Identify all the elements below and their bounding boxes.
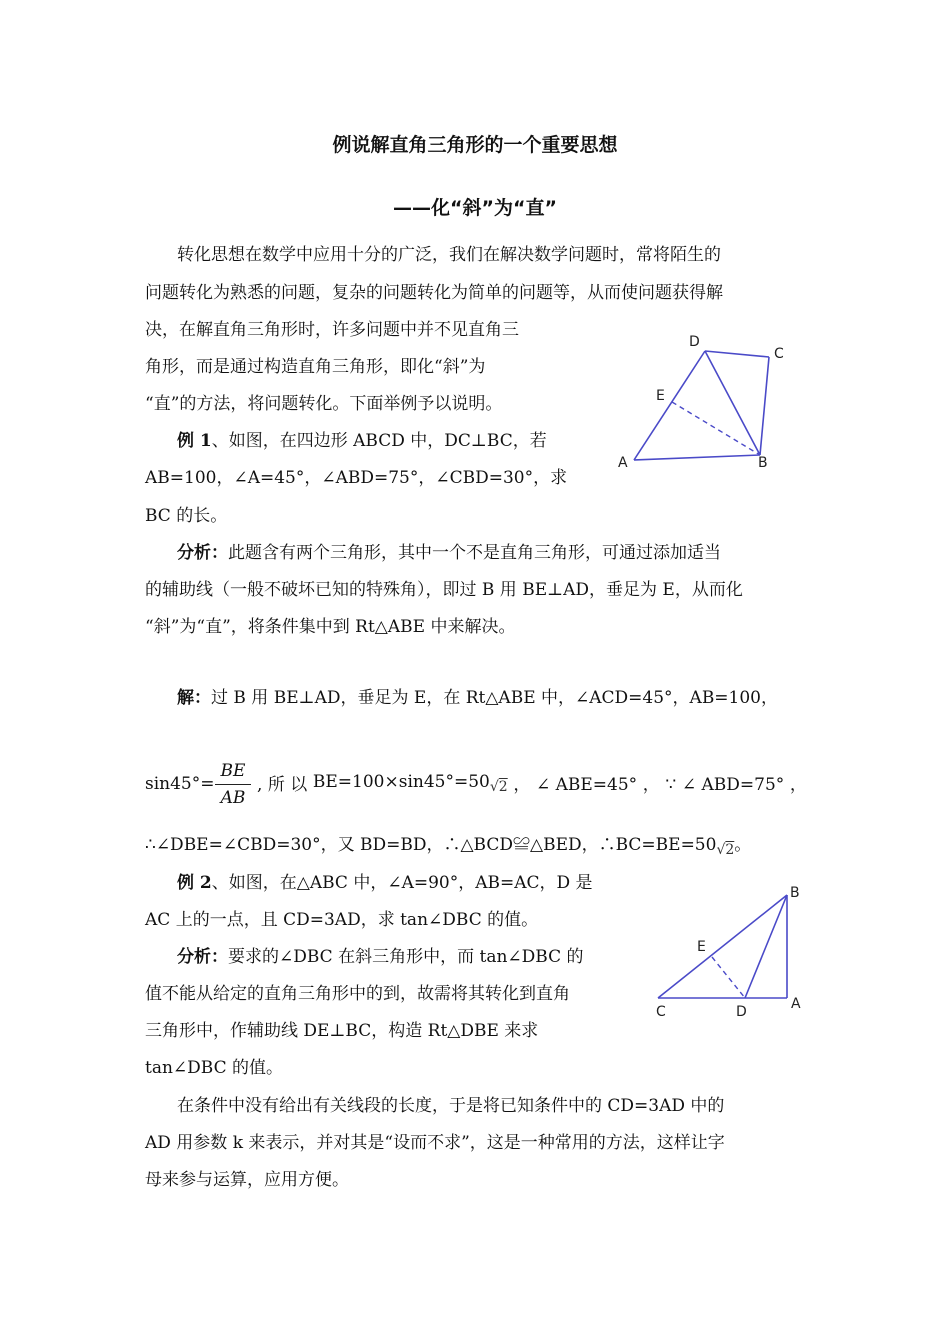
- example-2-analysis-line-3: 三角形中，作辅助线 DE⊥BC，构造 Rt△DBE 来求: [145, 1021, 539, 1041]
- segment-cb: [760, 357, 769, 455]
- segment-dc: [705, 351, 769, 357]
- segment-bd: [745, 895, 787, 998]
- analysis-label-2: 分析：: [177, 947, 228, 967]
- example-2-analysis-line-4: tan∠DBC 的值。: [145, 1058, 284, 1078]
- label-e2: E: [697, 939, 706, 955]
- intro-line-4: 角形，而是通过构造直角三角形，即化“斜”为: [145, 357, 486, 377]
- example-2-analysis-line-2: 值不能从给定的直角三角形中的到，故需将其转化到直角: [145, 984, 570, 1004]
- label-a: A: [618, 455, 628, 471]
- example-1-solution-line-3: ∴∠DBE=∠CBD=30°，又 BD=BD，∴△BCD≌△BED，$\therefore BC=BE=50_{√2}$。: [145, 835, 752, 858]
- closing-line-3: 母来参与运算，应用方便。: [145, 1170, 349, 1190]
- label-c: C: [774, 346, 784, 362]
- analysis-label: 分析：: [177, 543, 228, 563]
- label-b: B: [758, 455, 768, 471]
- segment-db: [705, 351, 760, 455]
- sqrt-2-second: √2: [716, 842, 735, 858]
- example-1-solution-line-2: sin45°= $\frac{BE}{AB}$ , 所 以 $BE=100\times\sin 45^\circ=50_{√2}$ ， ∠ ABE=45° ， ∵ ∠ ABD=75° ，: [145, 758, 807, 811]
- label-d2: D: [736, 1004, 747, 1020]
- label-a2: A: [791, 996, 801, 1012]
- intro-line-5: “直”的方法，将问题转化。下面举例予以说明。: [145, 394, 503, 414]
- example-2-line-2: AC 上的一点，且 CD=3AD，求 tan∠DBC 的值。: [145, 910, 539, 930]
- example-1-line-2: AB=100，∠A=45°，∠ABD=75°，∠CBD=30°，求: [145, 468, 568, 488]
- figure-1-quadrilateral: [612, 328, 792, 473]
- page-title: 例说解直角三角形的一个重要思想: [332, 134, 618, 156]
- segment-ad: [634, 351, 705, 460]
- label-d: D: [689, 334, 700, 350]
- example-1-solution-line-1: 解：过 B 用 BE⊥AD，垂足为 E，在 Rt△ABE 中，∠ACD=45°，AB=100，: [177, 688, 779, 708]
- intro-line-2: 问题转化为熟悉的问题，复杂的问题转化为简单的问题等，从而使问题获得解: [145, 283, 723, 303]
- solution-label: 解：: [177, 688, 211, 708]
- segment-ba: [634, 455, 760, 460]
- sqrt-2: √2: [489, 779, 508, 795]
- label-c2: C: [656, 1004, 666, 1020]
- intro-line-3: 决，在解直角三角形时，许多问题中并不见直角三: [145, 320, 519, 340]
- example-1-label: 例 1: [177, 431, 212, 451]
- example-2-line-1: 例 2、如图，在△ABC 中，∠A=90°，AB=AC，D 是: [177, 873, 593, 893]
- segment-de-dashed: [712, 957, 745, 998]
- closing-line-1: 在条件中没有给出有关线段的长度，于是将已知条件中的 CD=3AD 中的: [177, 1096, 725, 1116]
- example-1-analysis-line-1: 分析：此题含有两个三角形，其中一个不是直角三角形，可通过添加适当: [177, 543, 721, 563]
- example-1-analysis-line-3: “斜”为“直”，将条件集中到 Rt△ABE 中来解决。: [145, 617, 516, 637]
- example-2-analysis-line-1: 分析：要求的∠DBC 在斜三角形中，而 tan∠DBC 的: [177, 947, 584, 967]
- fraction-be-over-ab: $\frac{BE}{AB}$: [215, 758, 252, 811]
- example-1-line-3: BC 的长。: [145, 506, 228, 526]
- label-e: E: [656, 388, 665, 404]
- closing-line-2: AD 用参数 k 来表示，并对其是“设而不求”，这是一种常用的方法，这样让字: [145, 1133, 725, 1153]
- page-subtitle: ——化“斜”为“直”: [393, 197, 557, 219]
- segment-bc: [658, 895, 787, 998]
- sin45-expression: sin45°= $\frac{BE}{AB}$: [145, 758, 251, 811]
- figure-2-triangle: [650, 880, 815, 1020]
- example-2-label: 例 2: [177, 873, 212, 893]
- intro-line-1: 转化思想在数学中应用十分的广泛，我们在解决数学问题时，常将陌生的: [177, 245, 721, 265]
- example-1-line-1: 例 1、如图，在四边形 ABCD 中，DC⊥BC，若: [177, 431, 547, 451]
- example-1-analysis-line-2: 的辅助线（一般不破坏已知的特殊角），即过 B 用 BE⊥AD，垂足为 E，从而化: [145, 580, 743, 600]
- label-b2: B: [790, 885, 800, 901]
